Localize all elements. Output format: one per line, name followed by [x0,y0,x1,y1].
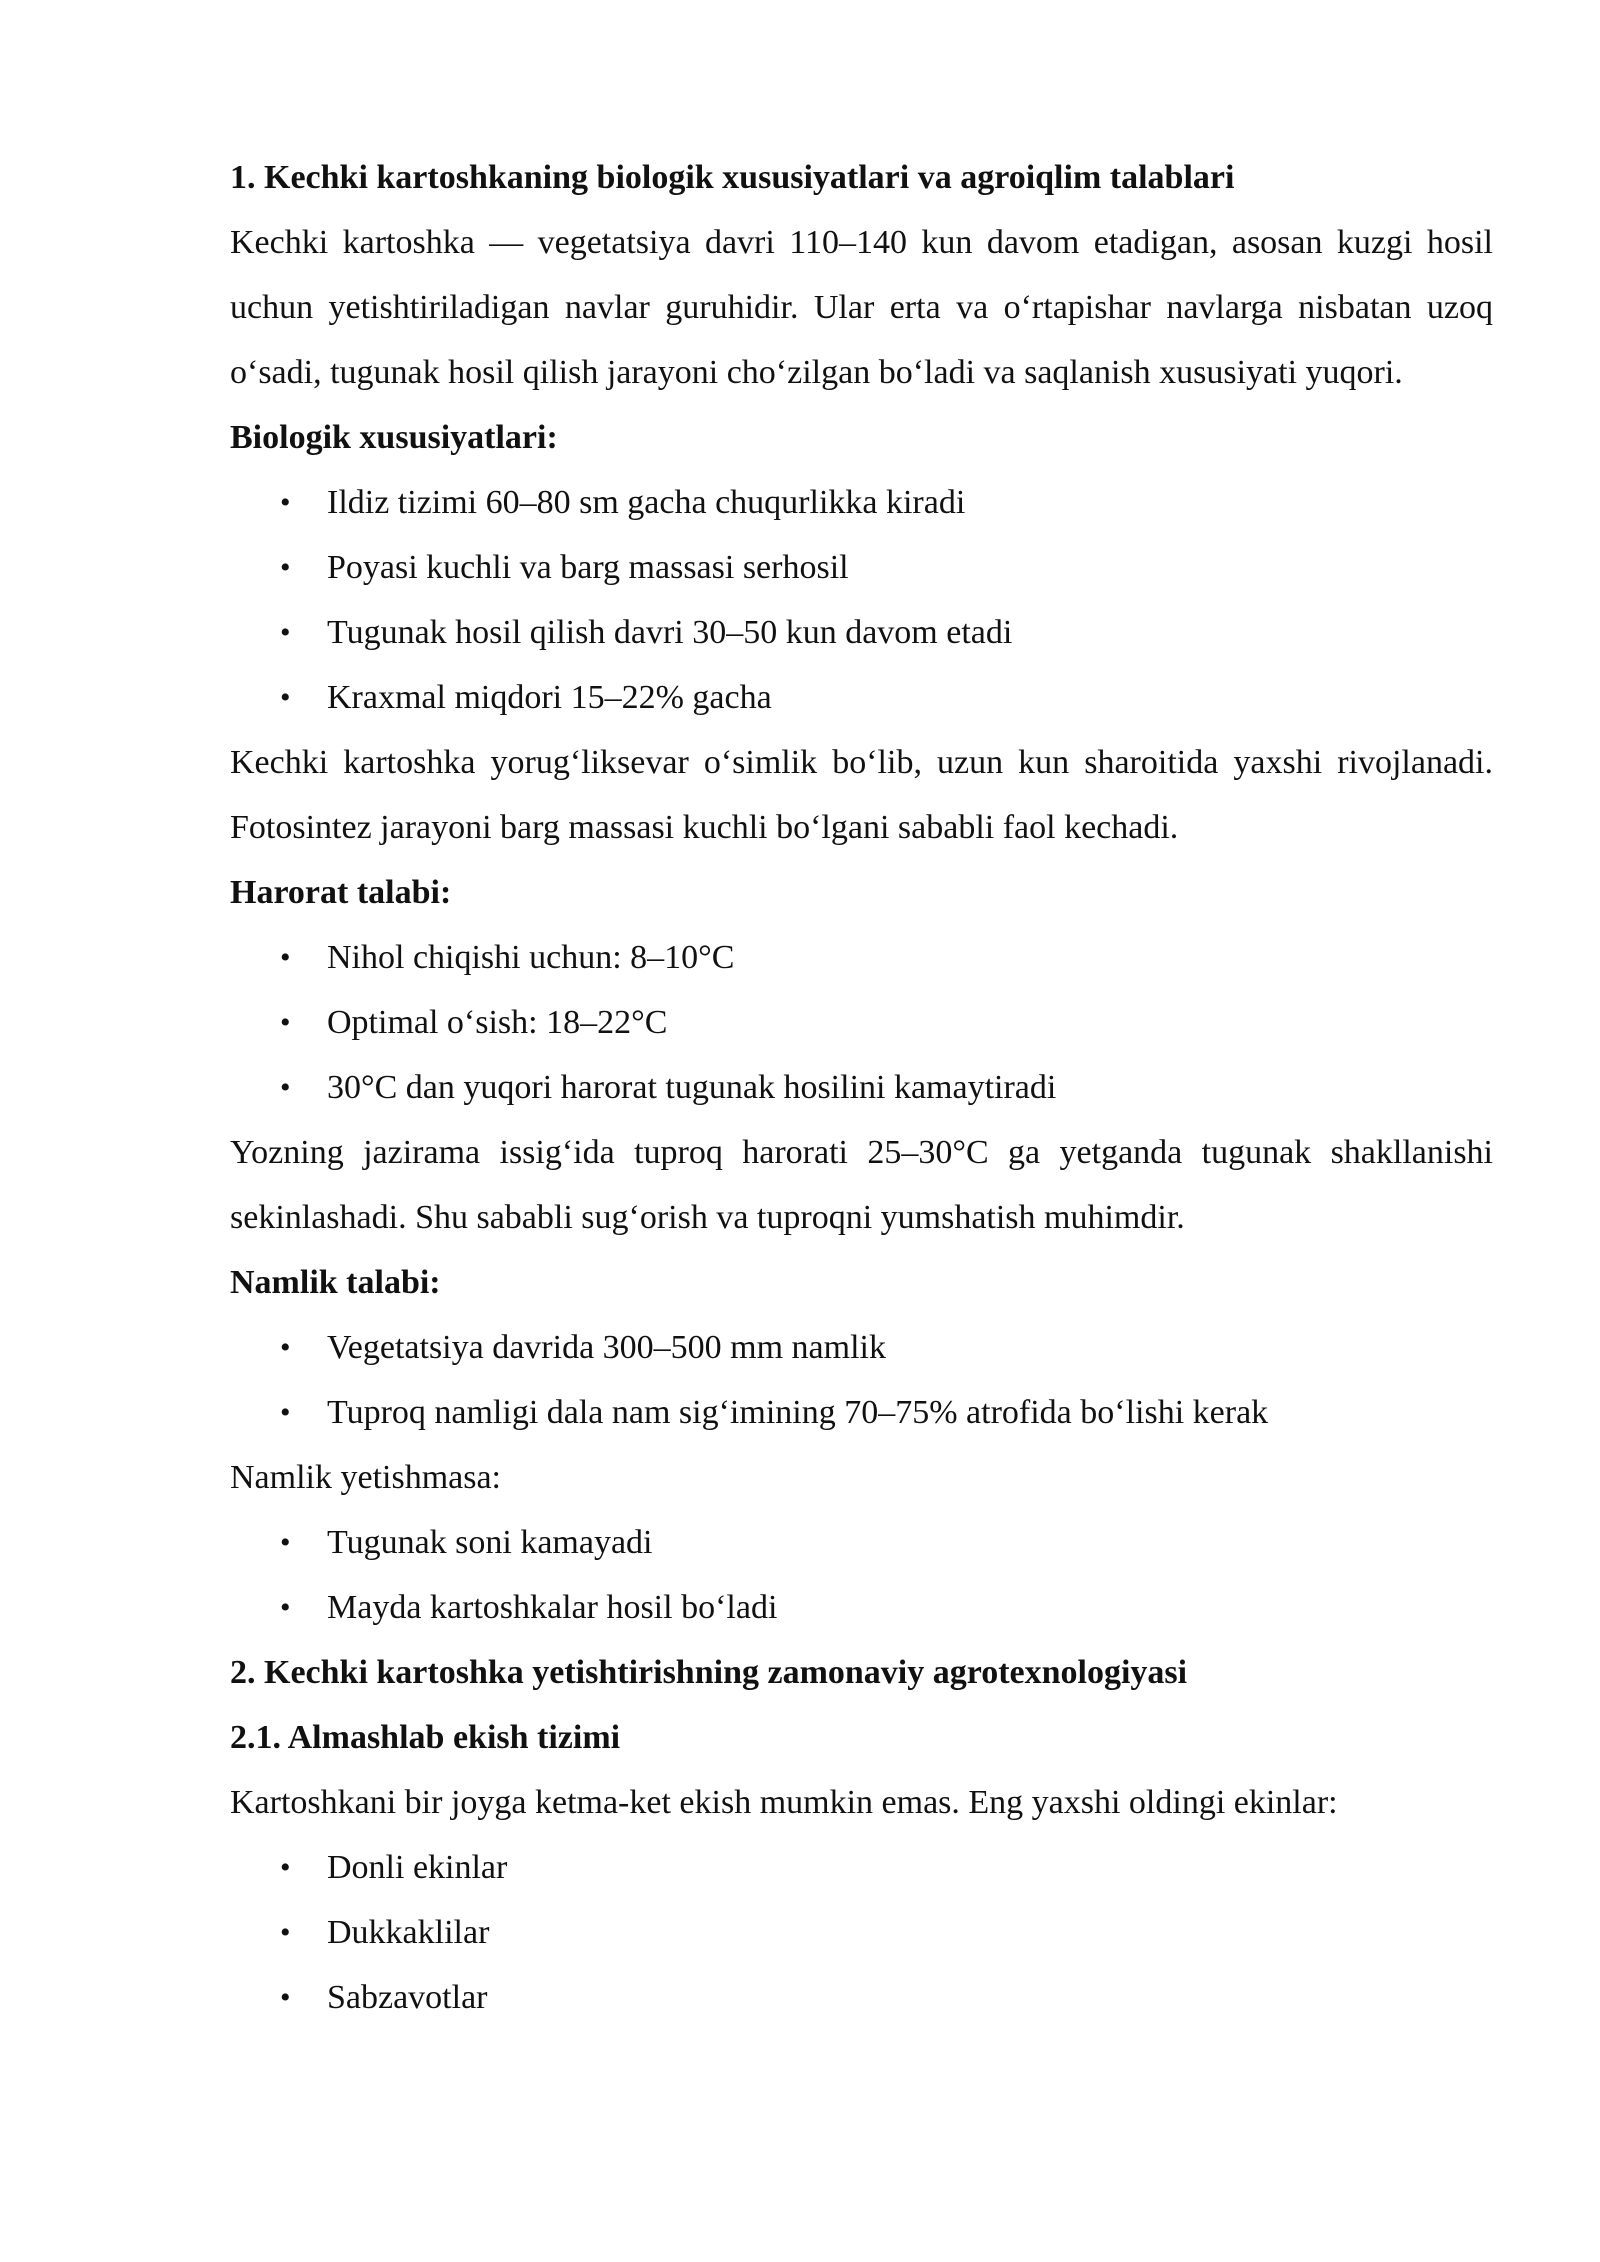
moisture-lack-list [230,1510,1493,1640]
bullet-icon: • [280,486,291,519]
biology-heading: Biologik xususiyatlari: [230,419,558,456]
bullet-icon: • [280,1916,291,1949]
list-item [230,925,1493,990]
list-item-text: Kraxmal miqdori 15–22% gacha [327,679,772,716]
bullet-icon: • [280,1591,291,1624]
list-item-text: Sabzavotlar [327,1979,488,2016]
bullet-icon: • [280,1851,291,1884]
temperature-paragraph: Yozning jazirama issigʻida tuproq harorati 25–30°C ga yetganda tugunak shakllanishi sekinlashadi. Shu sababli sugʻorish va tuproqni yumshatish muhimdir. [230,1134,1493,1236]
list-item-text: Poyasi kuchli va barg massasi serhosil [327,549,849,586]
list-item [230,1055,1493,1120]
list-item-text: Ildiz tizimi 60–80 sm gacha chuqurlikka kiradi [327,484,966,521]
list-item-text: Dukkaklilar [327,1914,490,1951]
list-item-text: Tugunak hosil qilish davri 30–50 kun davom etadi [327,614,1013,651]
section-1-intro-paragraph: Kechki kartoshka — vegetatsiya davri 110–140 kun davom etadigan, asosan kuzgi hosil uchun yetishtiriladigan navlar guruhidir. Ular erta va oʻrtapishar navlarga nisbatan uzoq oʻsadi, tugunak hosil qilish jarayoni choʻzilgan boʻladi va saqlanish xususiyati yuqori. [230,224,1493,391]
bullet-icon: • [280,1331,291,1364]
moisture-lack-label: Namlik yetishmasa: [230,1459,502,1496]
bullet-icon: • [280,681,291,714]
list-item [230,600,1493,665]
section-1-heading: 1. Kechki kartoshkaning biologik xususiyatlari va agroiqlim talablari [230,159,1235,196]
bullet-icon: • [280,1006,291,1039]
list-item-text: Donli ekinlar [327,1849,508,1886]
list-item [230,990,1493,1055]
bullet-icon: • [280,1396,291,1429]
list-item-text: Vegetatsiya davrida 300–500 mm namlik [327,1329,886,1366]
list-item [230,1835,1493,1900]
list-item [230,1315,1493,1380]
rotation-list [230,1835,1493,2030]
list-item-text: Tuproq namligi dala nam sigʻimining 70–75% atrofida boʻlishi kerak [327,1394,1269,1431]
section-2-1-heading: 2.1. Almashlab ekish tizimi [230,1719,621,1756]
list-item-text: Tugunak soni kamayadi [327,1524,653,1561]
bullet-icon: • [280,1526,291,1559]
temperature-list [230,925,1493,1120]
list-item-text: Optimal oʻsish: 18–22°C [327,1004,668,1041]
moisture-list [230,1315,1493,1445]
list-item-text: Mayda kartoshkalar hosil boʻladi [327,1589,778,1626]
biology-list [230,470,1493,730]
temperature-heading: Harorat talabi: [230,874,452,911]
bullet-icon: • [280,941,291,974]
list-item [230,1510,1493,1575]
bullet-icon: • [280,551,291,584]
list-item [230,1380,1493,1445]
list-item-text: 30°C dan yuqori harorat tugunak hosilini kamaytiradi [327,1069,1057,1106]
moisture-heading: Namlik talabi: [230,1264,441,1301]
list-item [230,1900,1493,1965]
document-page [230,145,1493,2030]
section-2-heading: 2. Kechki kartoshka yetishtirishning zamonaviy agrotexnologiyasi [230,1654,1188,1691]
list-item [230,535,1493,600]
rotation-paragraph: Kartoshkani bir joyga ketma-ket ekish mumkin emas. Eng yaxshi oldingi ekinlar: [230,1784,1338,1821]
list-item [230,1575,1493,1640]
list-item [230,665,1493,730]
bullet-icon: • [280,1071,291,1104]
list-item-text: Nihol chiqishi uchun: 8–10°C [327,939,735,976]
bullet-icon: • [280,1981,291,2014]
biology-paragraph: Kechki kartoshka yorugʻliksevar oʻsimlik boʻlib, uzun kun sharoitida yaxshi rivojlanadi. Fotosintez jarayoni barg massasi kuchli boʻlgani sababli faol kechadi. [230,744,1493,846]
list-item [230,1965,1493,2030]
bullet-icon: • [280,616,291,649]
list-item [230,470,1493,535]
